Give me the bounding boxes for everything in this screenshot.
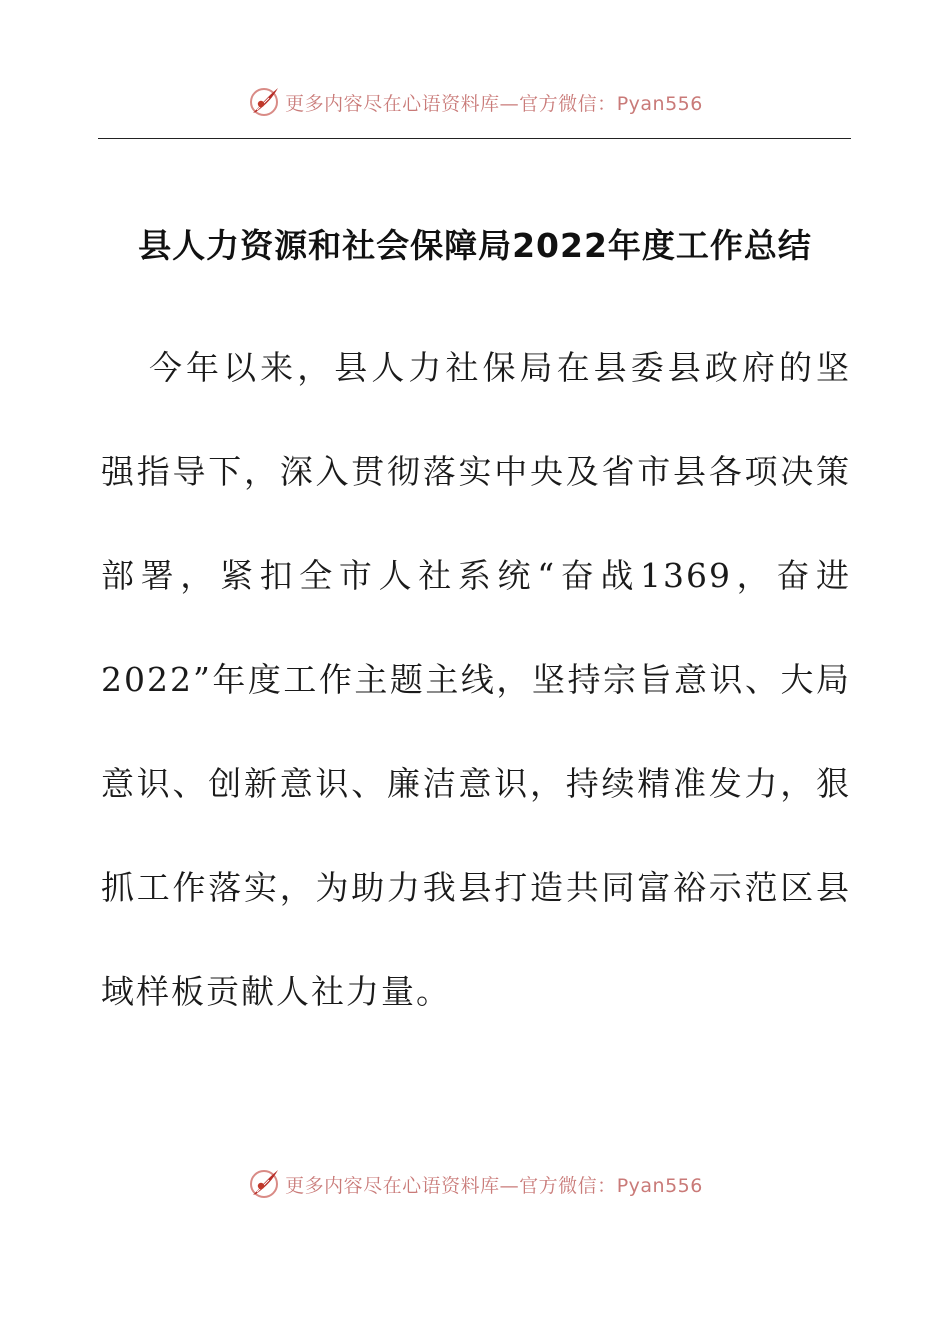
header-banner-text: 更多内容尽在心语资料库—官方微信：Pyan556 bbox=[285, 92, 703, 115]
header-divider bbox=[98, 138, 851, 139]
paragraph-line: 抓工作落实，为助力我县打造共同富裕示范区县 bbox=[101, 868, 851, 907]
paragraph-line: 部署，紧扣全市人社系统“奋战1369，奋进 bbox=[101, 556, 851, 595]
paragraph-line: 意识、创新意识、廉洁意识，持续精准发力，狠 bbox=[101, 764, 851, 803]
document-title: 县人力资源和社会保障局2022年度工作总结 bbox=[138, 226, 812, 265]
header-wechat-id: Pyan556 bbox=[616, 92, 703, 115]
quill-circle-logo-icon bbox=[247, 85, 281, 119]
header-banner bbox=[0, 80, 950, 124]
paragraph-line: 强指导下，深入贯彻落实中央及省市县各项决策 bbox=[101, 452, 851, 491]
paragraph-line: 今年以来，县人力社保局在县委县政府的坚 bbox=[149, 348, 851, 387]
footer-wechat-id: Pyan556 bbox=[616, 1174, 703, 1197]
paragraph-line: 2022”年度工作主题主线，坚持宗旨意识、大局 bbox=[101, 660, 851, 699]
document-paragraph bbox=[101, 336, 851, 1064]
quill-circle-logo-icon bbox=[247, 1167, 281, 1201]
paragraph-line: 域样板贡献人社力量。 bbox=[101, 972, 451, 1011]
footer-banner bbox=[0, 1162, 950, 1206]
footer-banner-text: 更多内容尽在心语资料库—官方微信：Pyan556 bbox=[285, 1174, 703, 1197]
